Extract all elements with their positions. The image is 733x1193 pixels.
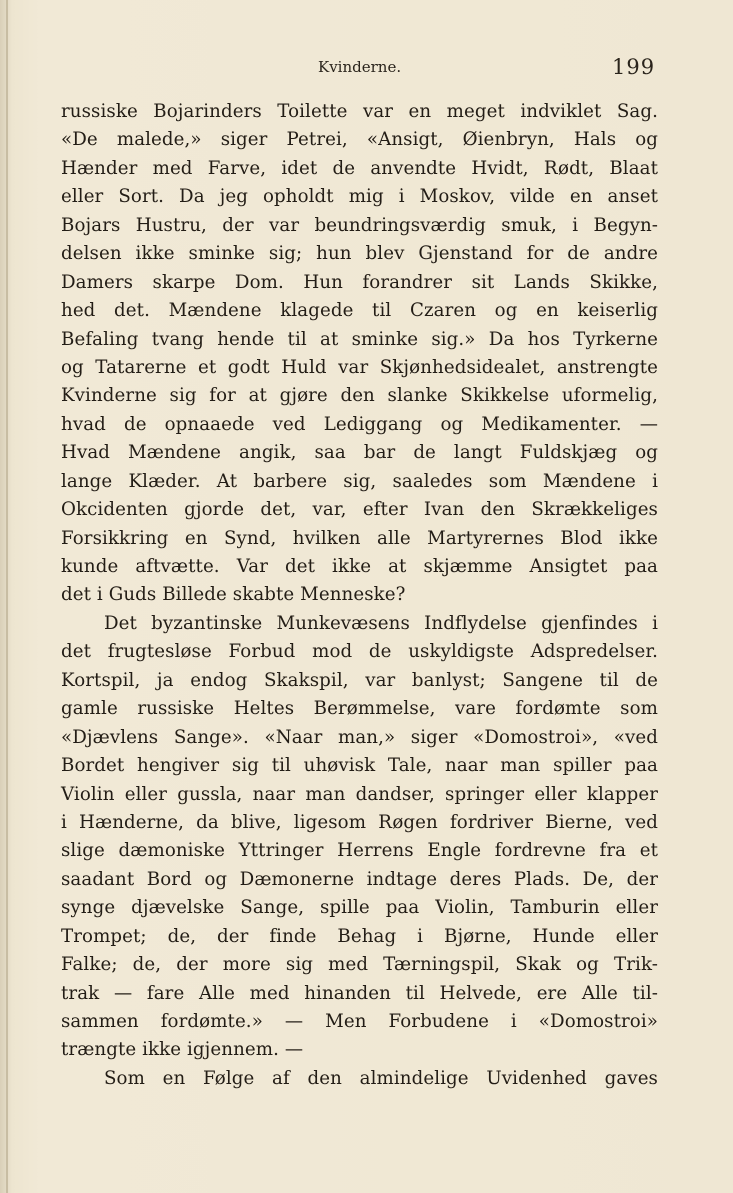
text-line: i Hænderne, da blive, ligesom Røgen fordriver Bierne, ved — [61, 811, 658, 833]
text-line: gamle russiske Heltes Berømmelse, vare fordømte som — [61, 698, 658, 720]
text-line: hvad de opnaaede ved Lediggang og Medikamenter. — — [61, 413, 658, 435]
text-line: Violin eller gussla, naar man dandser, springer eller klapper — [61, 783, 658, 805]
text-line: Hvad Mændene angik, saa bar de langt Fuldskjæg og — [61, 442, 658, 464]
text-line: synge djævelske Sange, spille paa Violin, Tamburin eller — [61, 897, 658, 919]
text-line: lange Klæder. At barbere sig, saaledes som Mændene i — [61, 470, 658, 492]
text-line: Damers skarpe Dom. Hun forandrer sit Lands Skikke, — [61, 271, 658, 293]
text-line: det i Guds Billede skabte Menneske? — [61, 584, 406, 606]
text-line: «De malede,» siger Petrei, «Ansigt, Øienbryn, Hals og — [61, 129, 658, 151]
text-line: trak — fare Alle med hinanden til Helvede, ere Alle til- — [61, 982, 658, 1004]
text-line: «Djævlens Sange». «Naar man,» siger «Domostroi», «ved — [61, 726, 658, 748]
text-line: Som en Følge af den almindelige Uvidenhed gaves — [104, 1067, 658, 1089]
text-line: russiske Bojarinders Toilette var en meget indviklet Sag. — [61, 101, 658, 122]
binding-edge — [6, 0, 8, 1193]
running-head: Kvinderne. — [318, 58, 402, 76]
text-line: saadant Bord og Dæmonerne indtage deres Plads. De, der — [61, 868, 658, 890]
text-line: hed det. Mændene klagede til Czaren og en keiserlig — [61, 300, 658, 322]
text-line: Trompet; de, der finde Behag i Bjørne, Hunde eller — [61, 925, 658, 947]
text-line: Hænder med Farve, idet de anvendte Hvidt, Rødt, Blaat — [61, 157, 658, 179]
text-line: trængte ikke igjennem. — — [61, 1039, 304, 1061]
text-line: Okcidenten gjorde det, var, efter Ivan den Skrækkeliges — [61, 499, 658, 521]
text-line: Falke; de, der more sig med Tærningspil, Skak og Trik- — [61, 954, 658, 976]
text-line: delsen ikke sminke sig; hun blev Gjenstand for de andre — [61, 243, 658, 265]
text-line: Kortspil, ja endog Skakspil, var banlyst; Sangene til de — [61, 669, 658, 691]
body-text — [61, 98, 658, 1093]
text-line: Forsikkring en Synd, hvilken alle Martyrernes Blod ikke — [61, 527, 658, 549]
text-line: det frugtesløse Forbud mod de uskyldigste Adspredelser. — [61, 641, 658, 663]
text-line: sammen fordømte.» — Men Forbudene i «Domostroi» — [61, 1011, 658, 1032]
page-number: 199 — [612, 55, 656, 79]
text-line: kunde aftvætte. Var det ikke at skjæmme Ansigtet paa — [61, 556, 658, 577]
text-line: Det byzantinske Munkevæsens Indflydelse gjenfindes i — [104, 612, 658, 634]
text-line: slige dæmoniske Yttringer Herrens Engle fordrevne fra et — [61, 840, 658, 862]
text-line: Kvinderne sig for at gjøre den slanke Skikkelse uformelig, — [61, 385, 658, 407]
text-line: eller Sort. Da jeg opholdt mig i Moskov, vilde en anset — [61, 186, 658, 208]
page-header — [0, 55, 733, 85]
text-line: Bojars Hustru, der var beundringsværdig smuk, i Begyn- — [61, 214, 658, 236]
text-line: Bordet hengiver sig til uhøvisk Tale, naar man spiller paa — [61, 755, 658, 777]
text-line: og Tatarerne et godt Huld var Skjønhedsidealet, anstrengte — [61, 356, 658, 378]
text-line: Befaling tvang hende til at sminke sig.» Da hos Tyrkerne — [61, 328, 658, 350]
